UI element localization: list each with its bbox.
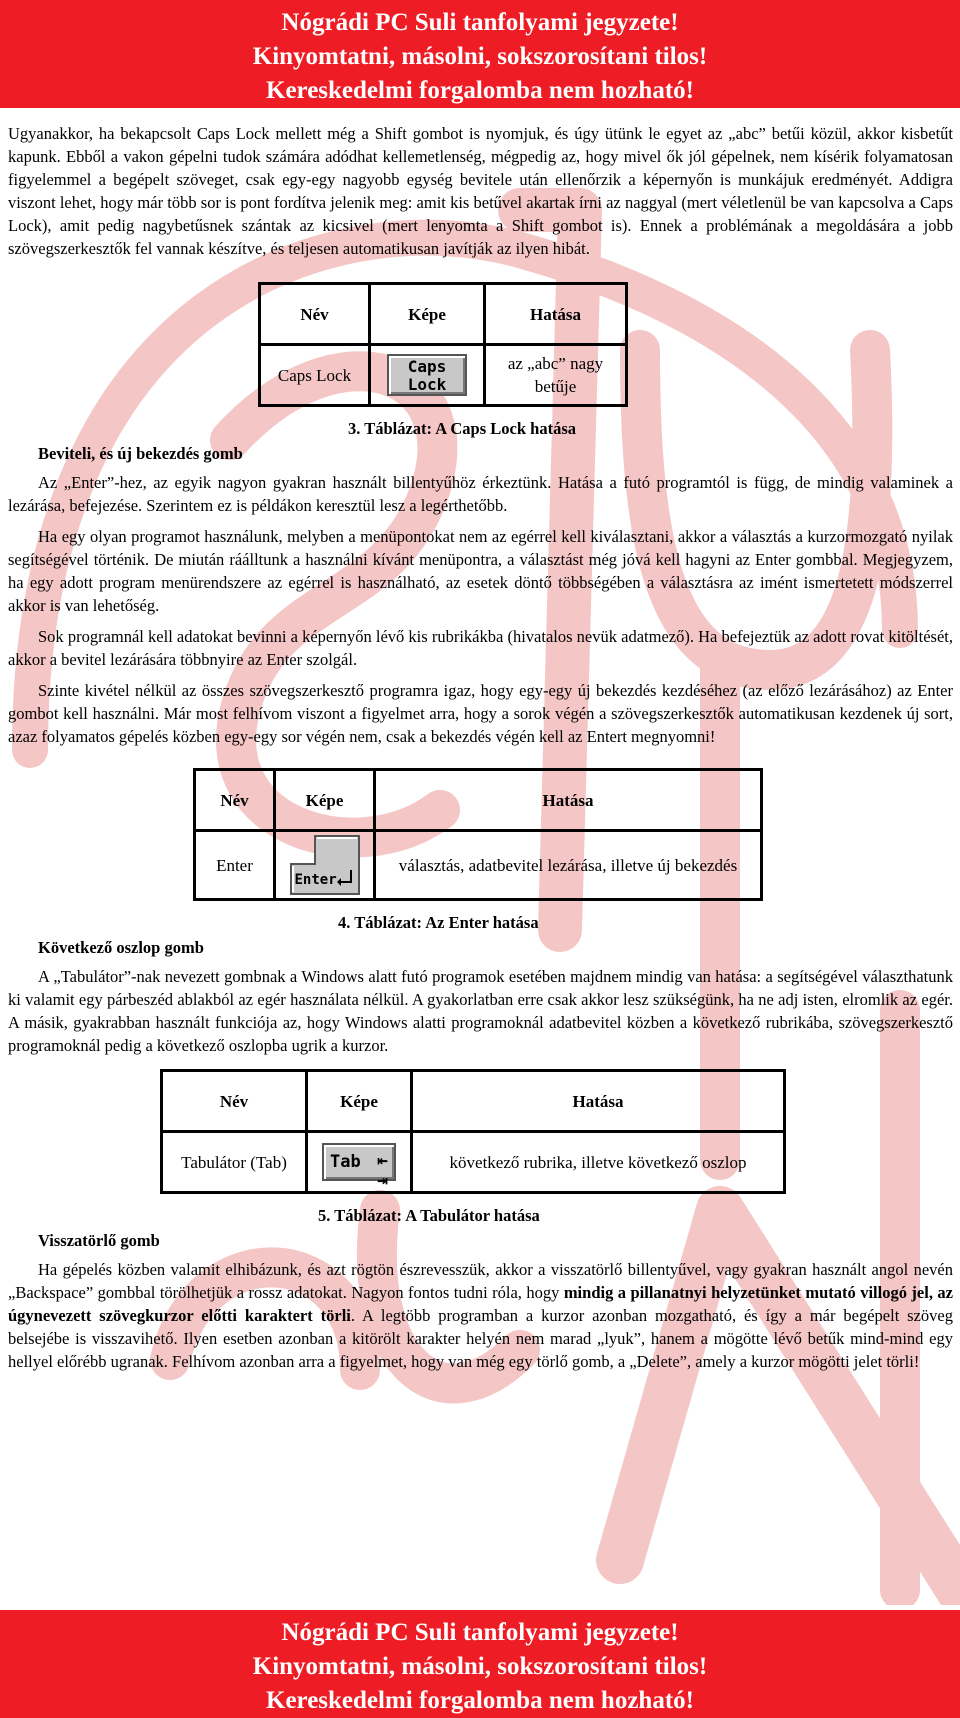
caps-key-line-1: Caps bbox=[407, 357, 447, 376]
section-heading-backspace: Visszatörlő gomb bbox=[38, 1231, 160, 1250]
document-body bbox=[8, 122, 953, 1381]
enter-table bbox=[193, 768, 763, 901]
enter-key-icon bbox=[289, 834, 361, 896]
table3-caption: 3. Táblázat: A Caps Lock hatása bbox=[348, 419, 576, 438]
caps-lock-table bbox=[258, 282, 628, 407]
table-header-row bbox=[162, 1071, 785, 1132]
tab-key-label: Tab bbox=[330, 1152, 361, 1172]
banner-line-1: Nógrádi PC Suli tanfolyami jegyzete! bbox=[281, 9, 679, 36]
enter-paragraph-4: Szinte kivétel nélkül az összes szövegszerkesztő programra igaz, hogy egy-egy új bekezdés kezdéséhez (az előző lezárásához) az Enter gombot kell használni. Már most felhívom viszont a figyelmet arra, hogy a sorok végén a szövegszerkesztők automatikusan kezdenek új sort, azaz folyamatos gépelés közben egy-egy sor végén nem, csak a bekezdés végén kell az Entert megnyomni! bbox=[8, 681, 953, 746]
tab-table bbox=[160, 1069, 786, 1194]
banner-line-3: Kereskedelmi forgalomba nem hozható! bbox=[266, 1687, 694, 1714]
table-header-row bbox=[195, 770, 762, 831]
table-row bbox=[162, 1132, 785, 1193]
backspace-text-a: Ha gépelés közben valamit elhibázunk, és azt rögtön észrevesszük, akkor a visszatörlő billentyűvel, vagy gyakran használt angol nevén „Backspace” gombbal törölhetjük a rossz adatokat. Nagyon fontos tudni róla, hogy bbox=[8, 1260, 953, 1302]
caps-lock-key-cell bbox=[370, 345, 485, 406]
header-banner bbox=[0, 0, 960, 108]
tab-key-cell bbox=[307, 1132, 412, 1193]
enter-effect: választás, adatbevitel lezárása, illetve új bekezdés bbox=[375, 831, 762, 900]
enter-paragraph-3: Sok programnál kell adatokat bevinni a képernyőn lévő kis rubrikákba (hivatalos nevük adatmező). Ha befejeztük az adott rovat kitöltését, akkor a bevitel lezárására többnyire az Enter szolgál. bbox=[8, 627, 953, 669]
footer-banner bbox=[0, 1610, 960, 1718]
tab-effect: következő rubrika, illetve következő oszlop bbox=[412, 1132, 785, 1193]
section-heading-tab: Következő oszlop gomb bbox=[38, 938, 204, 957]
table5-caption: 5. Táblázat: A Tabulátor hatása bbox=[318, 1206, 540, 1225]
enter-name: Enter bbox=[195, 831, 275, 900]
table4-caption: 4. Táblázat: Az Enter hatása bbox=[338, 913, 539, 932]
intro-paragraph: Ugyanakkor, ha bekapcsolt Caps Lock mellett még a Shift gombot is nyomjuk, és úgy ütünk le egyet az „abc” betűi közül, akkor kisbetűt kapunk. Ebből a vakon gépelni tudok számára adódhat kellemetlenség, mégpedig az, hogy mivel ők jól gépelnek, nem kísérik folyamatosan figyelemmel a begépelt szöveget, csak egy-egy nagyobb egység bevitele után ellenőrzik a képernyőn is munkájuk eredményét. Addigra viszont lehet, hogy már több sor is pont fordítva jelenik meg: amit kis betűvel akartak írni az naggyal (mert véletlenül be van kapcsolva a Caps Lock), amit pedig nagybetűsnek szántak az kicsivel (mert lenyomta a Shift gombot is). Ennek a problémának a megoldására a jobb szövegszerkesztők fel vannak készítve, és teljesen automatikusan javítják az ilyen hibát. bbox=[8, 124, 953, 258]
col-header-effect: Hatása bbox=[485, 284, 627, 345]
caps-lock-name: Caps Lock bbox=[260, 345, 370, 406]
col-header-name: Név bbox=[195, 770, 275, 831]
banner-line-2: Kinyomtatni, másolni, sokszorosítani tilos! bbox=[252, 43, 708, 70]
col-header-name: Név bbox=[260, 284, 370, 345]
col-header-image: Képe bbox=[370, 284, 485, 345]
banner-line-1: Nógrádi PC Suli tanfolyami jegyzete! bbox=[281, 1619, 679, 1646]
col-header-image: Képe bbox=[307, 1071, 412, 1132]
backspace-text-bold: mindig a pillanatnyi helyzetünket mutató villogó jel, az úgynevezett szövegkurzor előtti karaktert törli bbox=[8, 1283, 953, 1325]
tab-name: Tabulátor (Tab) bbox=[162, 1132, 307, 1193]
table-header-row bbox=[260, 284, 627, 345]
tab-paragraph-1: A „Tabulátor”-nak nevezett gombnak a Windows alatt futó programok esetében majdnem mindig van hatása: a segítségével választhatunk ki valamit egy párbeszéd ablakból az egér használata nélkül. A gyakorlatban erre csak akkor lesz szükségünk, ha ne adj isten, elromlik az egér. A másik, gyakrabban használt funkciója az, hogy Windows alatti programoknál adatbevitel közben a következő rubrikába, szövegszerkesztő programoknál pedig a következő oszlopba ugrik a kurzor. bbox=[8, 967, 953, 1055]
caps-key-line-2: Lock bbox=[407, 375, 447, 394]
col-header-effect: Hatása bbox=[412, 1071, 785, 1132]
banner-line-2: Kinyomtatni, másolni, sokszorosítani tilos! bbox=[252, 1653, 708, 1680]
tab-key-icon bbox=[322, 1143, 396, 1191]
tab-arrows-icon: ⇤ ⇥ bbox=[377, 1150, 388, 1191]
enter-paragraph-1: Az „Enter”-hez, az egyik nagyon gyakran használt billentyűhöz érkeztünk. Hatása a futó programtól is függ, de mindig valaminek a lezárása, befejezése. Szerintem ez is példákon keresztül lesz a legérthetőbb. bbox=[8, 473, 953, 515]
section-heading-enter: Beviteli, és új bekezdés gomb bbox=[38, 444, 243, 463]
col-header-effect: Hatása bbox=[375, 770, 762, 831]
caps-lock-effect: az „abc” nagy betűje bbox=[485, 345, 627, 406]
table-row bbox=[260, 345, 627, 406]
backspace-paragraph bbox=[8, 1258, 953, 1373]
caps-lock-key-icon bbox=[387, 354, 467, 396]
banner-line-3: Kereskedelmi forgalomba nem hozható! bbox=[266, 77, 694, 104]
enter-key-label: Enter bbox=[294, 872, 337, 888]
backspace-text-b: . A legtöbb programban a kurzor azonban mozgatható, és így a már begépelt szöveg belsejébe is visszavihető. Ilyen esetben azonban a kitörölt karakter helyén nem marad „lyuk”, hanem a mögötte lévő betűk mind-mind egy hellyel előrébb ugranak. Felhívom azonban arra a figyelmet, hogy van még egy törlő gomb, a „Delete”, amely a kurzor mögötti jelet törli! bbox=[8, 1306, 953, 1371]
enter-paragraph-2: Ha egy olyan programot használunk, melyben a menüpontokat nem az egérrel kell kiválasztani, akkor a választás a kurzormozgató nyilak segítségével történik. De miután ráálltunk a használni kívánt menüpontra, a választást még jóvá kell hagyni az Enter gombbal. Megjegyzem, ha egy adott program menürendszere az egérrel is használható, az esetek döntő többségében a választásra az imént ismertetett módszerrel akkor is van lehetőség. bbox=[8, 527, 953, 615]
col-header-name: Név bbox=[162, 1071, 307, 1132]
enter-key-cell bbox=[275, 831, 375, 900]
col-header-image: Képe bbox=[275, 770, 375, 831]
table-row bbox=[195, 831, 762, 900]
